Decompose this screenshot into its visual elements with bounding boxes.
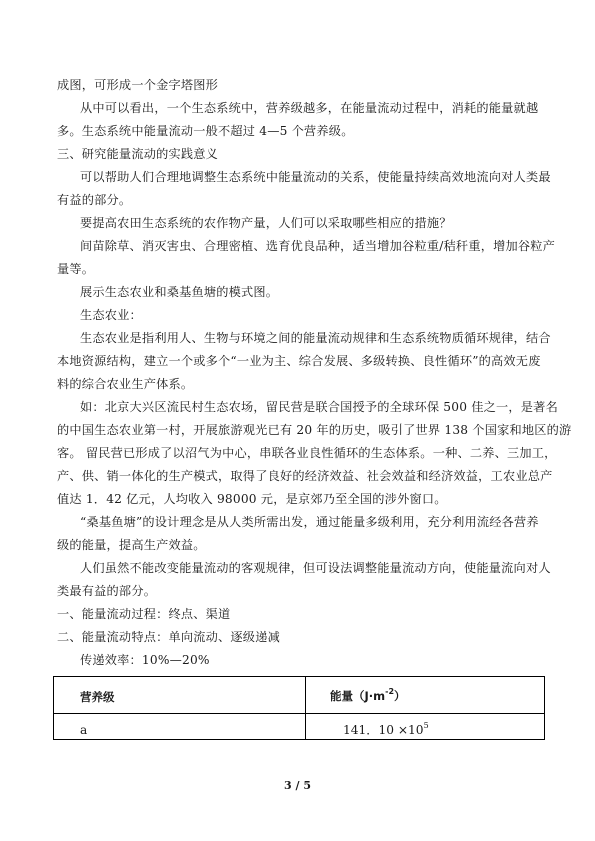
section-heading: 三、研究能量流动的实践意义: [57, 147, 219, 161]
summary-line: 传递效率：10%—20%: [80, 653, 210, 667]
paragraph-line: 料的综合农业生产体系。: [57, 377, 194, 391]
table-column-divider: [305, 677, 306, 739]
paragraph-line: 可以帮助人们合理地调整生态系统中能量流动的关系，使能量持续高效地流向对人类最: [80, 170, 551, 184]
paragraph-line: 人们虽然不能改变能量流动的客观规律，但可设法调整能量流动方向，使能量流向对人: [80, 561, 551, 575]
table-header-energy: 能量$(J\cdot m^{-2})$: [330, 687, 406, 703]
paragraph-line: 产、供、销一体化的生产模式，取得了良好的经济效益、社会效益和经济效益，工农业总产: [57, 469, 553, 483]
table-cell-energy: 141．$10 \times 10^5$: [343, 721, 429, 737]
paragraph-line: 量等。: [57, 262, 95, 276]
paragraph-line: 本地资源结构，建立一个或多个“一业为主、综合发展、多级转换、良性循环”的高效无废: [57, 354, 541, 368]
paragraph-line: “桑基鱼塘”的设计理念是从人类所需出发，通过能量多级利用，充分利用流经各营养: [80, 515, 539, 529]
paragraph-line: 有益的部分。: [57, 193, 132, 207]
paragraph-line: 如：北京大兴区流民村生态农场，留民营是联合国授予的全球环保 500 佳之一，是著名: [80, 400, 558, 414]
table-header-level: 营养级: [80, 690, 115, 704]
paragraph-line: 类最有益的部分。: [57, 584, 157, 598]
paragraph-line: 成图，可形成一个金字塔图形: [57, 78, 219, 92]
paragraph-line: 间苗除草、消灭害虫、合理密植、选育优良品种，适当增加谷粒重/秸秆重，增加谷粒产: [80, 239, 556, 253]
paragraph-line: 客。 留民营已形成了以沼气为中心，串联各业良性循环的生态体系。一种、二养、三加工，: [57, 446, 557, 460]
paragraph-line: 的中国生态农业第一村，开展旅游观光已有 20 年的历史，吸引了世界 138 个国家和地区的游: [57, 423, 572, 437]
paragraph-line: 从中可以看出，一个生态系统中，营养级越多，在能量流动过程中，消耗的能量就越: [80, 101, 539, 115]
page-number: 3 / 5: [284, 779, 311, 792]
energy-table: [53, 676, 545, 740]
summary-line: 一、能量流动过程：终点、渠道: [57, 607, 231, 621]
paragraph-line: 级的能量，提高生产效益。: [57, 538, 206, 552]
paragraph-line: 展示生态农业和桑基鱼塘的模式图。: [80, 285, 279, 299]
paragraph-line: 值达 1．42 亿元，人均收入 98000 元，是京郊乃至全国的涉外窗口。: [57, 492, 447, 506]
paragraph-line: 要提高农田生态系统的农作物产量，人们可以采取哪些相应的措施？: [80, 216, 452, 230]
table-row-divider: [54, 713, 544, 714]
paragraph-line: 生态农业是指利用人、生物与环境之间的能量流动规律和生态系统物质循环规律，结合: [80, 331, 551, 345]
paragraph-line: 生态农业：: [80, 308, 142, 322]
table-cell-level: a: [80, 723, 88, 737]
summary-line: 二、能量流动特点：单向流动、逐级递减: [57, 630, 280, 644]
paragraph-line: 多。生态系统中能量流动一般不超过 4—5 个营养级。: [57, 124, 354, 138]
